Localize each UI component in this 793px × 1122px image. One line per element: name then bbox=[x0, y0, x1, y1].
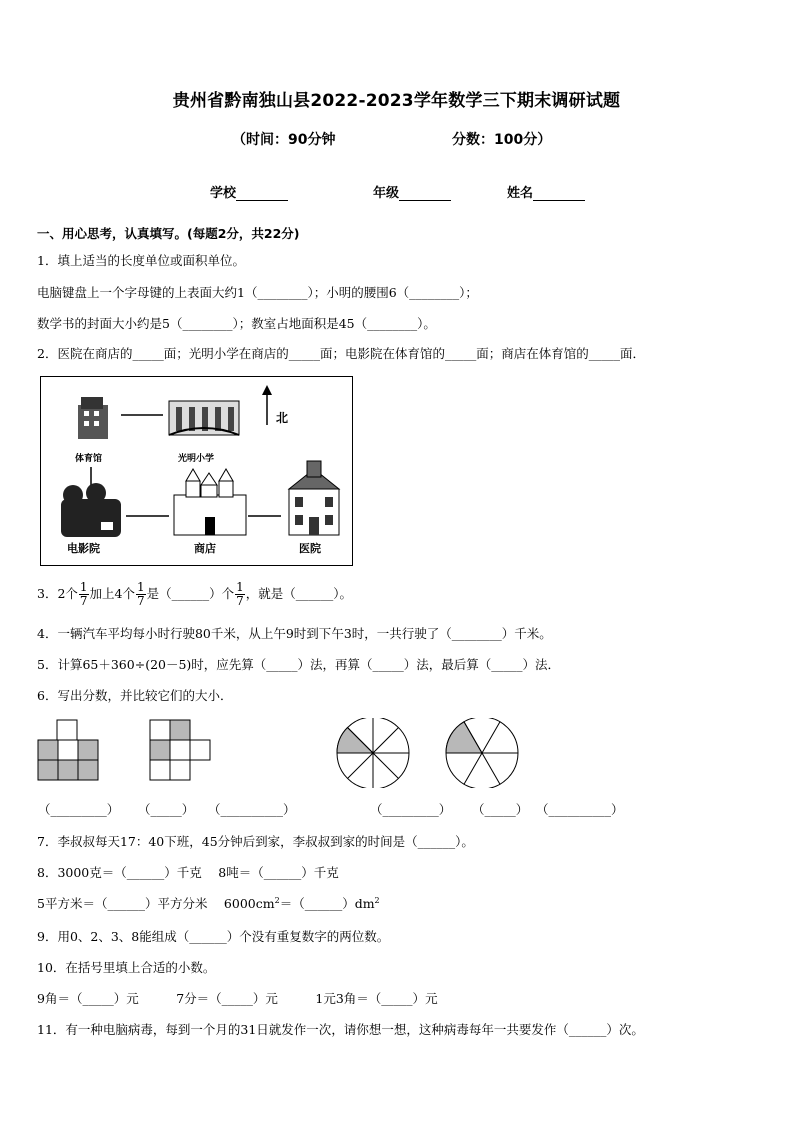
q3-line bbox=[37, 578, 352, 610]
q6-stem: 6．写出分数，并比较它们的大小． bbox=[37, 688, 233, 703]
q4-text: 4．一辆汽车平均每小时行驶80千米，从上午9时到下午3时，一共行驶了（________）千米。 bbox=[37, 626, 552, 641]
grade-label: 年级 bbox=[373, 186, 400, 201]
q6-answer-3[interactable]: （__________） bbox=[208, 802, 296, 817]
fraction-one-seventh: $\frac{1}{7}$ bbox=[79, 580, 88, 608]
q3-part-d: ，就是（______）。 bbox=[245, 586, 353, 601]
grade-field[interactable] bbox=[373, 182, 451, 201]
exam-score: 分数：100分） bbox=[452, 132, 552, 148]
exam-time: （时间：90分钟 bbox=[232, 132, 336, 148]
q6-answer-5[interactable]: （_____） bbox=[472, 802, 529, 817]
school-icon bbox=[169, 401, 239, 435]
hospital-icon bbox=[289, 461, 339, 535]
circle-figure-1 bbox=[337, 718, 409, 788]
school-label: 学校 bbox=[210, 186, 237, 201]
q5-text: 5．计算65＋360÷(20－5)时，应先算（_____）法，再算（_____）法，最后算（_____）法． bbox=[37, 657, 561, 672]
map-label-north: 北 bbox=[276, 411, 289, 425]
cinema-icon bbox=[61, 483, 121, 537]
q1-line1: 电脑键盘上一个字母键的上表面大约1（________）；小明的腰围6（________）； bbox=[37, 285, 478, 300]
q8-line1: 8．3000克＝（______）千克 8吨＝（______）千克 bbox=[37, 865, 339, 880]
fraction-one-seventh: $\frac{1}{7}$ bbox=[236, 580, 244, 608]
q6-answer-1[interactable]: （_________） bbox=[38, 802, 120, 817]
grid-figure-2 bbox=[150, 720, 210, 780]
name-field[interactable] bbox=[507, 182, 585, 201]
circle-figure-2 bbox=[446, 718, 518, 788]
map-label-store: 商店 bbox=[194, 542, 216, 555]
gym-icon bbox=[78, 397, 108, 439]
map-label-hospital: 医院 bbox=[299, 542, 321, 555]
map-label-gym: 体育馆 bbox=[75, 454, 103, 464]
q6-answer-2[interactable]: （_____） bbox=[138, 802, 195, 817]
q6-figures bbox=[36, 718, 536, 788]
store-icon bbox=[174, 469, 246, 535]
map-label-cinema: 电影院 bbox=[67, 542, 100, 555]
page-title: 贵州省黔南独山县2022-2023学年数学三下期末调研试题 bbox=[172, 91, 621, 111]
q1-line2: 数学书的封面大小约是5（________）；教室占地面积是45（________）。 bbox=[37, 316, 436, 331]
q9-text: 9．用0、2、3、8能组成（______）个没有重复数字的两位数。 bbox=[37, 929, 390, 944]
fraction-one-seventh: $\frac{1}{7}$ bbox=[137, 580, 145, 608]
q8-line2: 5平方米＝（______）平方分米 $6000cm^2=(\_\_\_\_\_\_)dm^2$ bbox=[37, 895, 380, 911]
name-label: 姓名 bbox=[507, 186, 534, 201]
q6-answer-4[interactable]: （_________） bbox=[370, 802, 452, 817]
q2-stem: 2．医院在商店的_____面；光明小学在商店的_____面；电影院在体育馆的_____面；商店在体育馆的_____面． bbox=[37, 346, 645, 361]
grid-figure-1 bbox=[38, 720, 98, 780]
direction-map bbox=[40, 376, 353, 566]
map-label-school: 光明小学 bbox=[178, 454, 215, 464]
q7-text: 7．李叔叔每天17：40下班，45分钟后到家，李叔叔到家的时间是（______）。 bbox=[37, 834, 474, 849]
q6-answer-6[interactable]: （__________） bbox=[536, 802, 624, 817]
q3-part-b: 加上4个 bbox=[89, 586, 135, 601]
school-field[interactable] bbox=[210, 182, 288, 201]
q3-part-c: 是（______）个 bbox=[146, 586, 235, 601]
q11-text: 11．有一种电脑病毒，每到一个月的31日就发作一次，请你想一想，这种病毒每年一共要发作（______）次。 bbox=[37, 1022, 644, 1037]
q10-stem: 10．在括号里填上合适的小数。 bbox=[37, 960, 216, 975]
map-drawing bbox=[41, 377, 354, 567]
q3-part-a: 3．2个 bbox=[37, 586, 78, 601]
section-heading: 一、用心思考，认真填写。(每题2分，共22分) bbox=[37, 226, 300, 241]
q1-stem: 1．填上适当的长度单位或面积单位。 bbox=[37, 253, 245, 268]
q10-line: 9角＝（_____）元 7分＝（_____）元 1元3角＝（_____）元 bbox=[37, 991, 438, 1006]
